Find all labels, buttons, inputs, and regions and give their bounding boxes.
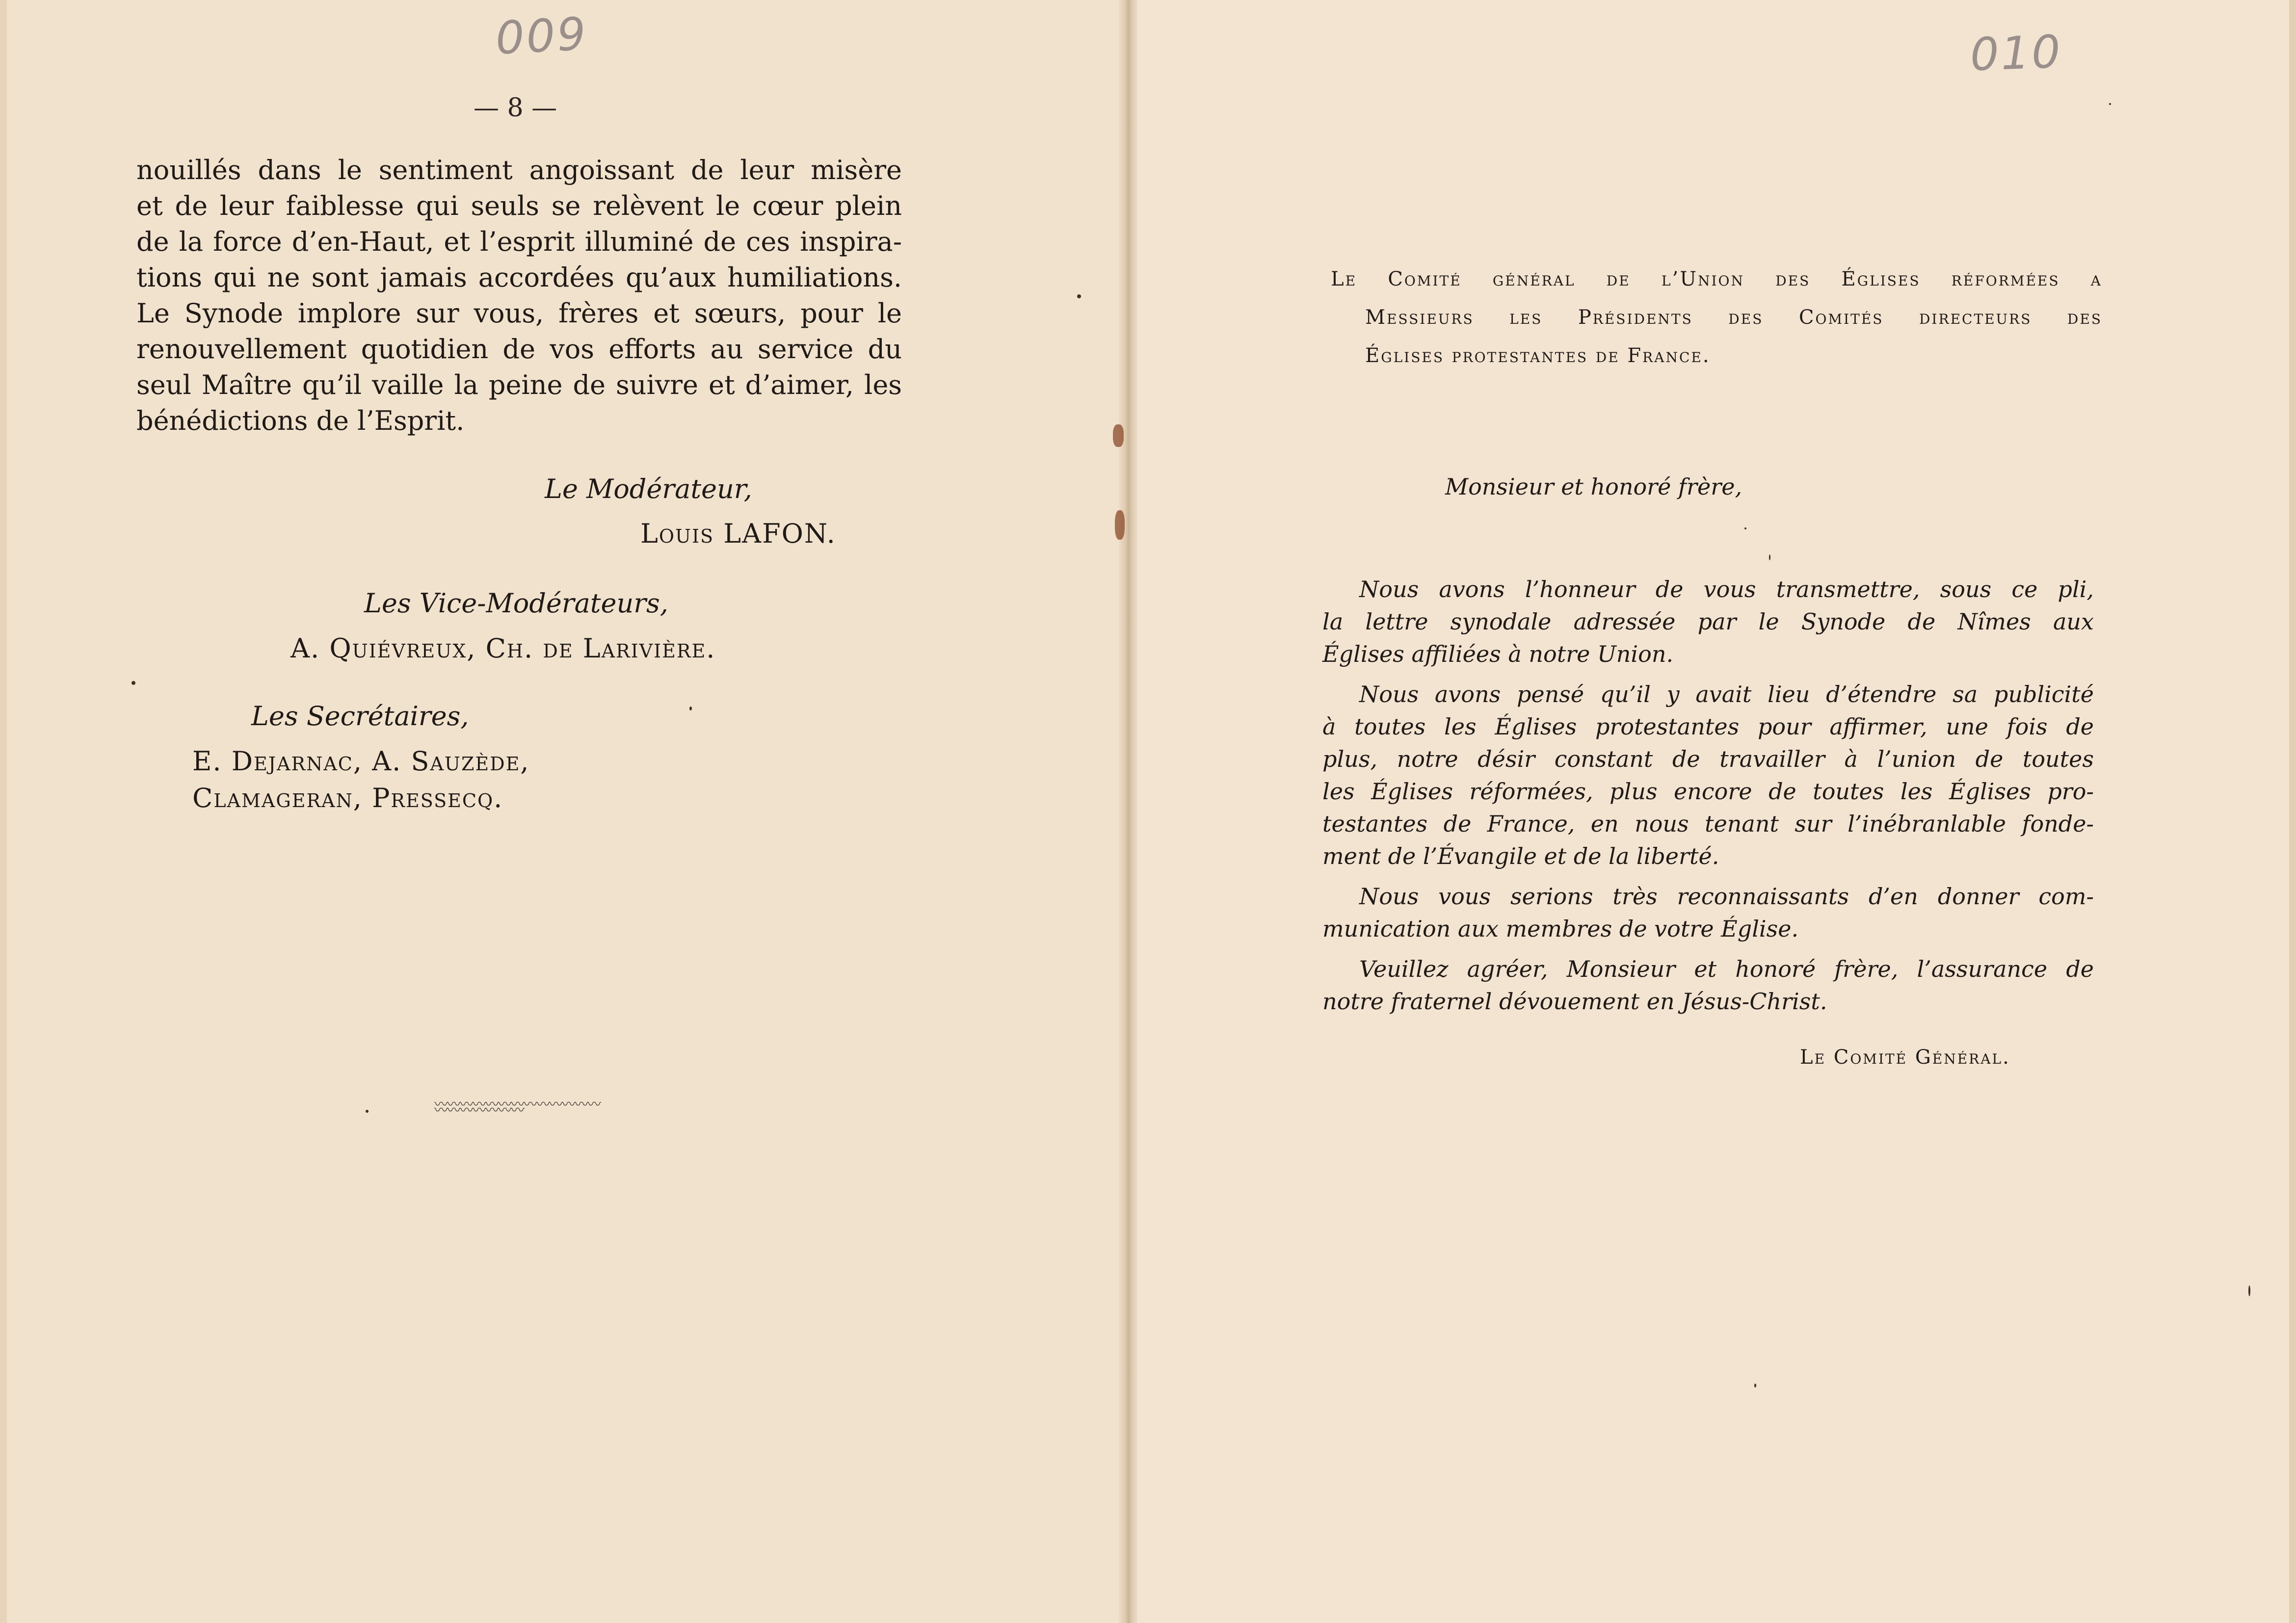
letter-address [1331, 260, 2102, 375]
letter-line: plus, notre désir constant de travailler à l’union de toutes [1322, 746, 2094, 772]
decorative-rule: 〰〰〰〰〰〰〰〰〰〰〰〰〰〰〰〰〰〰〰〰 [434, 1096, 601, 1118]
body-line: et de leur faiblesse qui seuls se relèvent le cœur plein [136, 190, 902, 221]
body-line: de la force d’en-Haut, et l’esprit illuminé de ces inspira- [136, 226, 902, 257]
moderator-title: Le Modérateur, [545, 473, 752, 504]
letter-body [1322, 573, 2094, 1025]
address-line: Églises protestantes de France. [1365, 344, 1711, 367]
binding-stain [1113, 424, 1124, 447]
address-line: Messieurs les Présidents des Comités directeurs des [1365, 306, 2102, 329]
body-line: bénédictions de l’Esprit. [136, 405, 465, 436]
paper-speck [1077, 294, 1081, 298]
secretaries-names-line2: Clamageran, Pressecq. [192, 783, 503, 813]
body-line: Le Synode implore sur vous, frères et sœurs, pour le [136, 298, 902, 329]
letter-salutation: Monsieur et honoré frère, [1445, 473, 1742, 500]
paper-speck [1744, 527, 1746, 529]
left-page-edge [0, 0, 7, 1623]
paper-speck [2109, 103, 2111, 105]
address-line: Le Comité général de l’Union des Églises réformées a [1331, 268, 2102, 290]
letter-line: les Églises réformées, plus encore de toutes les Églises pro- [1322, 778, 2094, 805]
vice-moderators-title: Les Vice-Modérateurs, [364, 588, 668, 619]
letter-closing: Le Comité Général. [1800, 1046, 2010, 1069]
secretaries-names-line1: E. Dejarnac, A. Sauzède, [192, 746, 530, 777]
letter-line: Veuillez agréer, Monsieur et honoré frère, l’assurance de [1359, 956, 2094, 982]
letter-line: Églises affiliées à notre Union. [1322, 641, 1674, 667]
archive-number-right: 010 [1969, 25, 2063, 81]
body-line: tions qui ne sont jamais accordées qu’aux humiliations. [136, 262, 902, 293]
letter-line: Nous avons l’honneur de vous transmettre, sous ce pli, [1359, 576, 2094, 602]
archive-number-left: 009 [494, 7, 589, 65]
paper-speck [689, 707, 692, 710]
letter-paragraph [1322, 573, 2094, 670]
moderator-name: Louis LAFON. [640, 518, 836, 549]
body-line: nouillés dans le sentiment angoissant de leur misère [136, 155, 902, 185]
body-line: seul Maître qu’il vaille la peine de suivre et d’aimer, les [136, 369, 902, 400]
body-line: renouvellement quotidien de vos efforts au service du [136, 334, 902, 365]
letter-paragraph [1322, 678, 2094, 872]
paper-speck [1769, 554, 1770, 560]
letter-paragraph [1322, 880, 2094, 945]
letter-line: la lettre synodale adressée par le Synode de Nîmes aux [1322, 608, 2094, 635]
paper-speck [2248, 1285, 2250, 1296]
letter-line: ment de l’Évangile et de la liberté. [1322, 843, 1719, 869]
vice-moderators-names: A. Quiévreux, Ch. de Larivière. [290, 633, 716, 664]
paper-speck [366, 1110, 369, 1113]
book-gutter [1119, 0, 1138, 1623]
letter-line: à toutes les Églises protestantes pour affirmer, une fois de [1322, 713, 2094, 740]
letter-line: notre fraternel dévouement en Jésus-Christ. [1322, 988, 1827, 1015]
letter-line: Nous avons pensé qu’il y avait lieu d’étendre sa publicité [1359, 681, 2094, 707]
binding-stain [1115, 510, 1125, 540]
letter-line: testantes de France, en nous tenant sur l’inébranlable fonde- [1322, 811, 2094, 837]
paper-speck [132, 681, 135, 685]
page-number: — 8 — [474, 93, 557, 123]
secretaries-title: Les Secrétaires, [251, 701, 469, 732]
letter-line: Nous vous serions très reconnaissants d’en donner com- [1359, 883, 2094, 910]
letter-paragraph [1322, 953, 2094, 1018]
letter-line: munication aux membres de votre Église. [1322, 916, 1799, 942]
paper-speck [1754, 1384, 1756, 1387]
right-page-edge [2289, 0, 2296, 1623]
left-page [0, 0, 1129, 1623]
left-body-text [136, 152, 902, 439]
